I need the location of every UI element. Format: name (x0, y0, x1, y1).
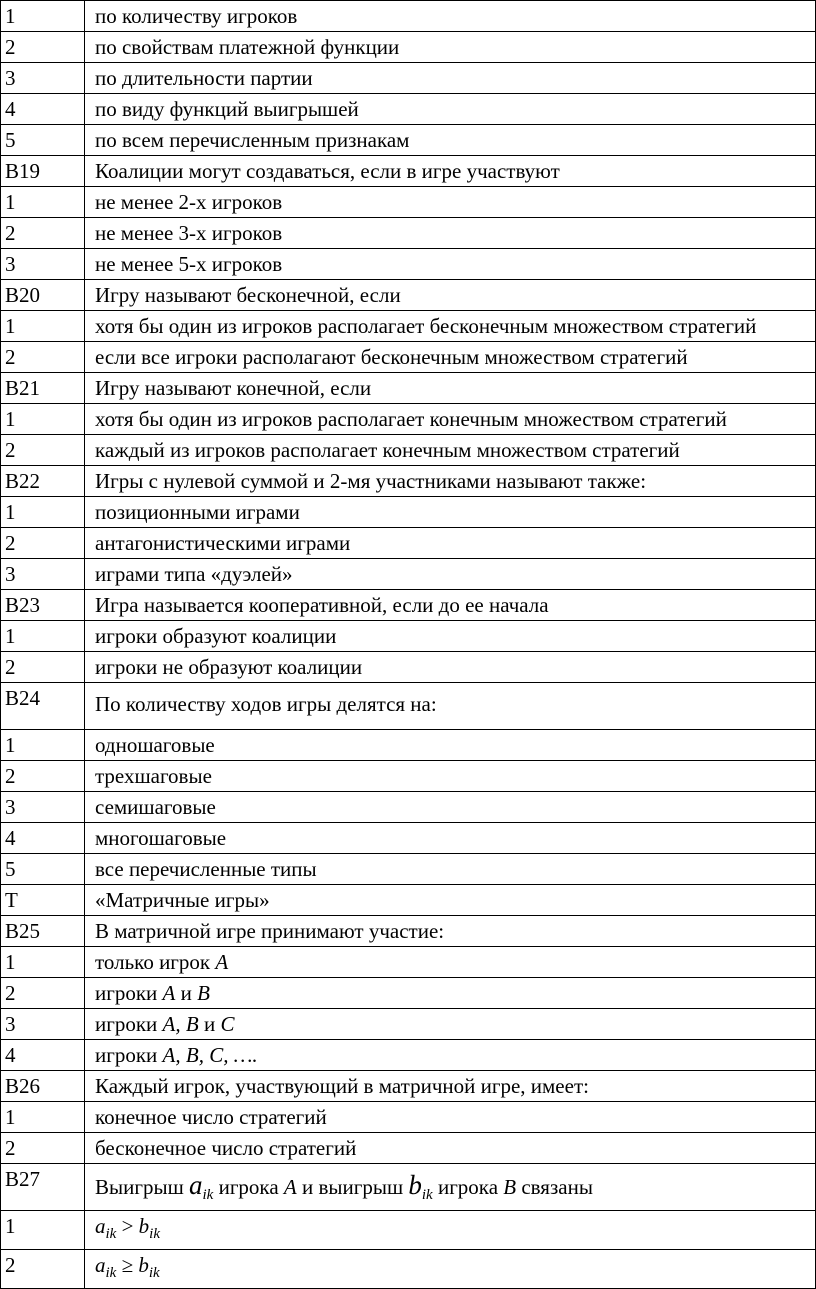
table-row (1, 218, 816, 249)
row-text: игроки A, B и C (85, 1009, 816, 1040)
row-text: семишаговые (85, 792, 816, 823)
table-row (1, 1164, 816, 1211)
row-number: 2 (1, 32, 85, 63)
row-text: игроки не образуют коалиции (85, 652, 816, 683)
table-row (1, 590, 816, 621)
row-text: хотя бы один из игроков располагает бесконечным множеством стратегий (85, 311, 816, 342)
table-row (1, 761, 816, 792)
table-row (1, 978, 816, 1009)
table-row (1, 187, 816, 218)
row-number: 2 (1, 1250, 85, 1289)
table-row (1, 94, 816, 125)
row-number: 1 (1, 730, 85, 761)
row-text: каждый из игроков располагает конечным множеством стратегий (85, 435, 816, 466)
row-number: B25 (1, 916, 85, 947)
row-number: T (1, 885, 85, 916)
row-text: Игры с нулевой суммой и 2-мя участниками называют также: (85, 466, 816, 497)
table-row (1, 947, 816, 978)
row-number: 1 (1, 1, 85, 32)
table-row (1, 854, 816, 885)
row-number: 2 (1, 435, 85, 466)
row-number: 4 (1, 94, 85, 125)
table-row (1, 1250, 816, 1289)
row-text: по виду функций выигрышей (85, 94, 816, 125)
row-number: B26 (1, 1071, 85, 1102)
row-number: 2 (1, 528, 85, 559)
table-row (1, 621, 816, 652)
row-number: B24 (1, 683, 85, 730)
row-number: 1 (1, 621, 85, 652)
table-row (1, 730, 816, 761)
row-text: все перечисленные типы (85, 854, 816, 885)
row-number: B22 (1, 466, 85, 497)
row-text: Выигрыш $a_{ik}$ игрока A и выигрыш $b_{ik}$ игрока B связаны (85, 1164, 816, 1211)
row-text: конечное число стратегий (85, 1102, 816, 1133)
row-text: хотя бы один из игроков располагает конечным множеством стратегий (85, 404, 816, 435)
row-number: 1 (1, 497, 85, 528)
table-row (1, 280, 816, 311)
row-text: не менее 3-х игроков (85, 218, 816, 249)
table-row (1, 792, 816, 823)
table-row (1, 249, 816, 280)
row-number: 1 (1, 1102, 85, 1133)
row-text: одношаговые (85, 730, 816, 761)
table-row (1, 125, 816, 156)
table-row (1, 528, 816, 559)
row-text: Коалиции могут создаваться, если в игре участвуют (85, 156, 816, 187)
row-text: игроки A и B (85, 978, 816, 1009)
row-text: по всем перечисленным признакам (85, 125, 816, 156)
row-number: 5 (1, 854, 85, 885)
row-number: 3 (1, 559, 85, 590)
row-text: В матричной игре принимают участие: (85, 916, 816, 947)
row-text: игроки A, B, C, …. (85, 1040, 816, 1071)
row-text: не менее 5-х игроков (85, 249, 816, 280)
row-number: 2 (1, 652, 85, 683)
table-row (1, 559, 816, 590)
table-row (1, 1071, 816, 1102)
row-text: по количеству игроков (85, 1, 816, 32)
row-formula: $a_{ik} \ge b_{ik}$ (85, 1250, 816, 1289)
table-row (1, 652, 816, 683)
row-number: B21 (1, 373, 85, 404)
row-number: B23 (1, 590, 85, 621)
row-number: 1 (1, 404, 85, 435)
table-row (1, 1040, 816, 1071)
row-text: По количеству ходов игры делятся на: (85, 683, 816, 730)
questions-table-body (1, 1, 816, 1289)
table-row (1, 466, 816, 497)
row-text: многошаговые (85, 823, 816, 854)
row-text: игроки образуют коалиции (85, 621, 816, 652)
row-number: 1 (1, 947, 85, 978)
row-text: трехшаговые (85, 761, 816, 792)
row-text: бесконечное число стратегий (85, 1133, 816, 1164)
row-number: B19 (1, 156, 85, 187)
table-row (1, 404, 816, 435)
table-row (1, 311, 816, 342)
row-number: 2 (1, 761, 85, 792)
row-number: 1 (1, 187, 85, 218)
row-text: по длительности партии (85, 63, 816, 94)
table-row (1, 373, 816, 404)
row-number: 3 (1, 1009, 85, 1040)
row-number: 4 (1, 823, 85, 854)
table-row (1, 1, 816, 32)
table-row (1, 885, 816, 916)
table-row (1, 823, 816, 854)
row-text: Игру называют конечной, если (85, 373, 816, 404)
row-number: 3 (1, 63, 85, 94)
row-number: 2 (1, 218, 85, 249)
row-number: 1 (1, 311, 85, 342)
row-text: антагонистическими играми (85, 528, 816, 559)
table-row (1, 435, 816, 466)
row-text: позиционными играми (85, 497, 816, 528)
row-text: «Матричные игры» (85, 885, 816, 916)
row-number: 4 (1, 1040, 85, 1071)
row-number: 3 (1, 792, 85, 823)
table-row (1, 1009, 816, 1040)
row-number: B20 (1, 280, 85, 311)
row-text: Игру называют бесконечной, если (85, 280, 816, 311)
row-number: 5 (1, 125, 85, 156)
table-row (1, 156, 816, 187)
row-text: играми типа «дуэлей» (85, 559, 816, 590)
row-text: Каждый игрок, участвующий в матричной игре, имеет: (85, 1071, 816, 1102)
row-number: 2 (1, 342, 85, 373)
table-row (1, 1102, 816, 1133)
row-number: 1 (1, 1211, 85, 1250)
row-text: по свойствам платежной функции (85, 32, 816, 63)
row-number: 2 (1, 1133, 85, 1164)
table-row (1, 32, 816, 63)
table-row (1, 497, 816, 528)
row-number: 2 (1, 978, 85, 1009)
row-number: 3 (1, 249, 85, 280)
row-formula: $a_{ik} > b_{ik}$ (85, 1211, 816, 1250)
row-text: если все игроки располагают бесконечным множеством стратегий (85, 342, 816, 373)
row-number: B27 (1, 1164, 85, 1211)
table-row (1, 63, 816, 94)
table-row (1, 683, 816, 730)
row-text: не менее 2-х игроков (85, 187, 816, 218)
row-text: только игрок A (85, 947, 816, 978)
table-row (1, 1133, 816, 1164)
table-row (1, 916, 816, 947)
table-row (1, 342, 816, 373)
row-text: Игра называется кооперативной, если до ее начала (85, 590, 816, 621)
table-row (1, 1211, 816, 1250)
